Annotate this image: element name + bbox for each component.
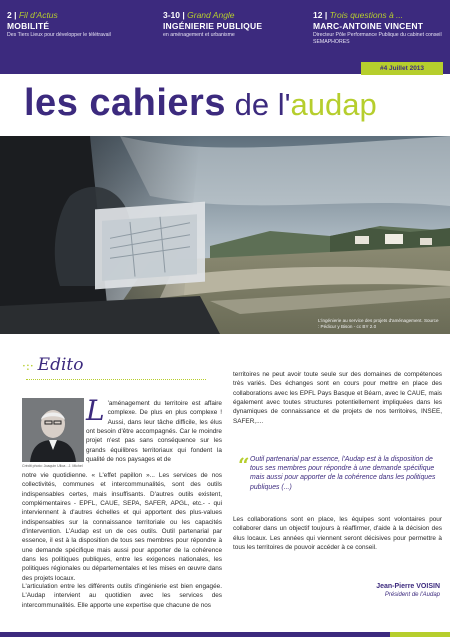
edito-paragraph-territoires: territoires ne peut avoir toute seule sur des domaines de compétences très variés. Des échanges sont en cours pour mettre en place des collaborations avec les EPFL Pays Basque et Béarn, avec le CAUE, mais également avec toutes structures potentiellement impliquées dans les dynamiques de connaissance et de projets de nos territoires, INSEE, SAFER,....: [233, 371, 442, 425]
signature-name: Jean-Pierre VOISIN: [376, 583, 440, 590]
house-shape: [385, 234, 403, 244]
section-title: MARC-ANTOINE VINCENT: [313, 21, 424, 31]
signature-role: Président de l'Audap: [384, 592, 440, 598]
section-description: Directeur Pôle Performance Publique du cabinet conseil SEMAPHORES: [313, 32, 442, 45]
house-shape: [355, 236, 369, 244]
edito-heading: [22, 355, 83, 375]
title-part-de: de l': [225, 87, 291, 122]
portrait-caption: Crédit photo: Joaquin Ulloa - J. Michel: [22, 464, 83, 468]
edito-paragraph-articulation: L'articulation entre les différents outils d'ingénierie est bien engagée. L'Audap intervient au quotidien avec les services des intercommunalités. Elle apporte une expertise que chacune de nos: [22, 583, 222, 609]
page-number: 2: [7, 10, 12, 20]
hero-illustration: [0, 136, 450, 334]
issue-badge: #4 Juillet 2013: [361, 62, 443, 75]
header-item-trois-questions[interactable]: 12 | Trois questions à ... MARC-ANTOINE VINCENT Directeur Pôle Performance Publique du cabinet conseil SEMAPHORES: [313, 10, 448, 46]
hero-caption: L'ingénierie au service des projets d'aménagement. Source : Pédicur y Bison - cc BY 2.0: [318, 318, 439, 329]
edito-paragraph-continued: notre vie quotidienne. « L'effet papillon »... Les services de nos collectivités, communes et intercommunalités, sont des outils indispensables certes, mais insuffisants. D'autres outils existent, complémentaires - EPFL, CAUE, SEPA, SAFER, APGL, etc.- - qui interviennent à d'autres échelles et qui apportent des plus-values indispensables sur la connaissance territoriale ou les capacités d'intervention. L'Audap est un de ces outils. Outil partenarial par essence, il est à la disposition de tous ses membres pour répondre à une demande spécifique mais aussi pour apporter de la cohérence dans les politiques publiques, entre les exigences nationales, les politiques régionales ou départementales et les mises en œuvre dans des projets locaux.: [22, 472, 222, 582]
pull-quote: [238, 455, 443, 492]
header-item-mobilite[interactable]: 2 | Fil d'Actus MOBILITÉ Des Tiers Lieux pour développer le télétravail: [7, 10, 157, 39]
edito-divider: [26, 379, 206, 380]
section-description: en aménagement et urbanisme: [163, 32, 235, 38]
page-number: 3-10: [163, 10, 181, 20]
portrait-photo: [22, 398, 84, 462]
title-part-cahiers: les cahiers: [24, 82, 226, 124]
edito-title: Edito: [37, 355, 84, 375]
quote-icon: “: [238, 453, 250, 477]
portrait-illustration: [22, 398, 84, 462]
page-number: 12: [313, 10, 323, 20]
dots-icon: ·:·: [22, 359, 34, 373]
house-shape: [420, 238, 432, 245]
signature-block: [376, 583, 440, 598]
drop-cap: L: [86, 394, 105, 427]
section-title: INGÉNIERIE PUBLIQUE: [163, 21, 263, 31]
edito-paragraph-intro: L 'aménagement du territoire est affaire complexe. De plus en plus complexe ! Aussi, dans leur tâche difficile, les élus ont besoin d'être accompagnés. Car le moindre projet n'est pas sans conséquence sur les grands équilibres territoriaux qui fondent la qualité de nos paysages et de: [86, 394, 222, 464]
publication-title: [24, 82, 377, 125]
title-part-audap: audap: [290, 87, 377, 122]
section-description: Des Tiers Lieux pour développer le télétravail: [7, 32, 111, 38]
bottom-strip: [0, 632, 450, 637]
rubric-label: Trois questions à ...: [329, 10, 404, 20]
rubric-label: Fil d'Actus: [18, 10, 58, 20]
edito-paragraph-collaborations: Les collaborations sont en place, les équipes sont volontaires pour collaborer dans un objectif toujours à réaffirmer, d'aide à la décision des élus locaux. Les années qui viennent seront décisives pour permettre à tous les territoires de pouvoir accéder à ce conseil.: [233, 516, 442, 552]
quote-text: Outil partenarial par essence, l'Audap est à la disposition de tous ses membres pour répondre à une demande spécifique mais aussi pour apporter de la cohérence dans les politiques publiques (...): [250, 456, 436, 491]
section-title: MOBILITÉ: [7, 21, 50, 31]
hero-image: [0, 136, 450, 334]
header-item-ingenierie[interactable]: 3-10 | Grand Angle INGÉNIERIE PUBLIQUE en aménagement et urbanisme: [163, 10, 308, 39]
rubric-label: Grand Angle: [187, 10, 235, 20]
